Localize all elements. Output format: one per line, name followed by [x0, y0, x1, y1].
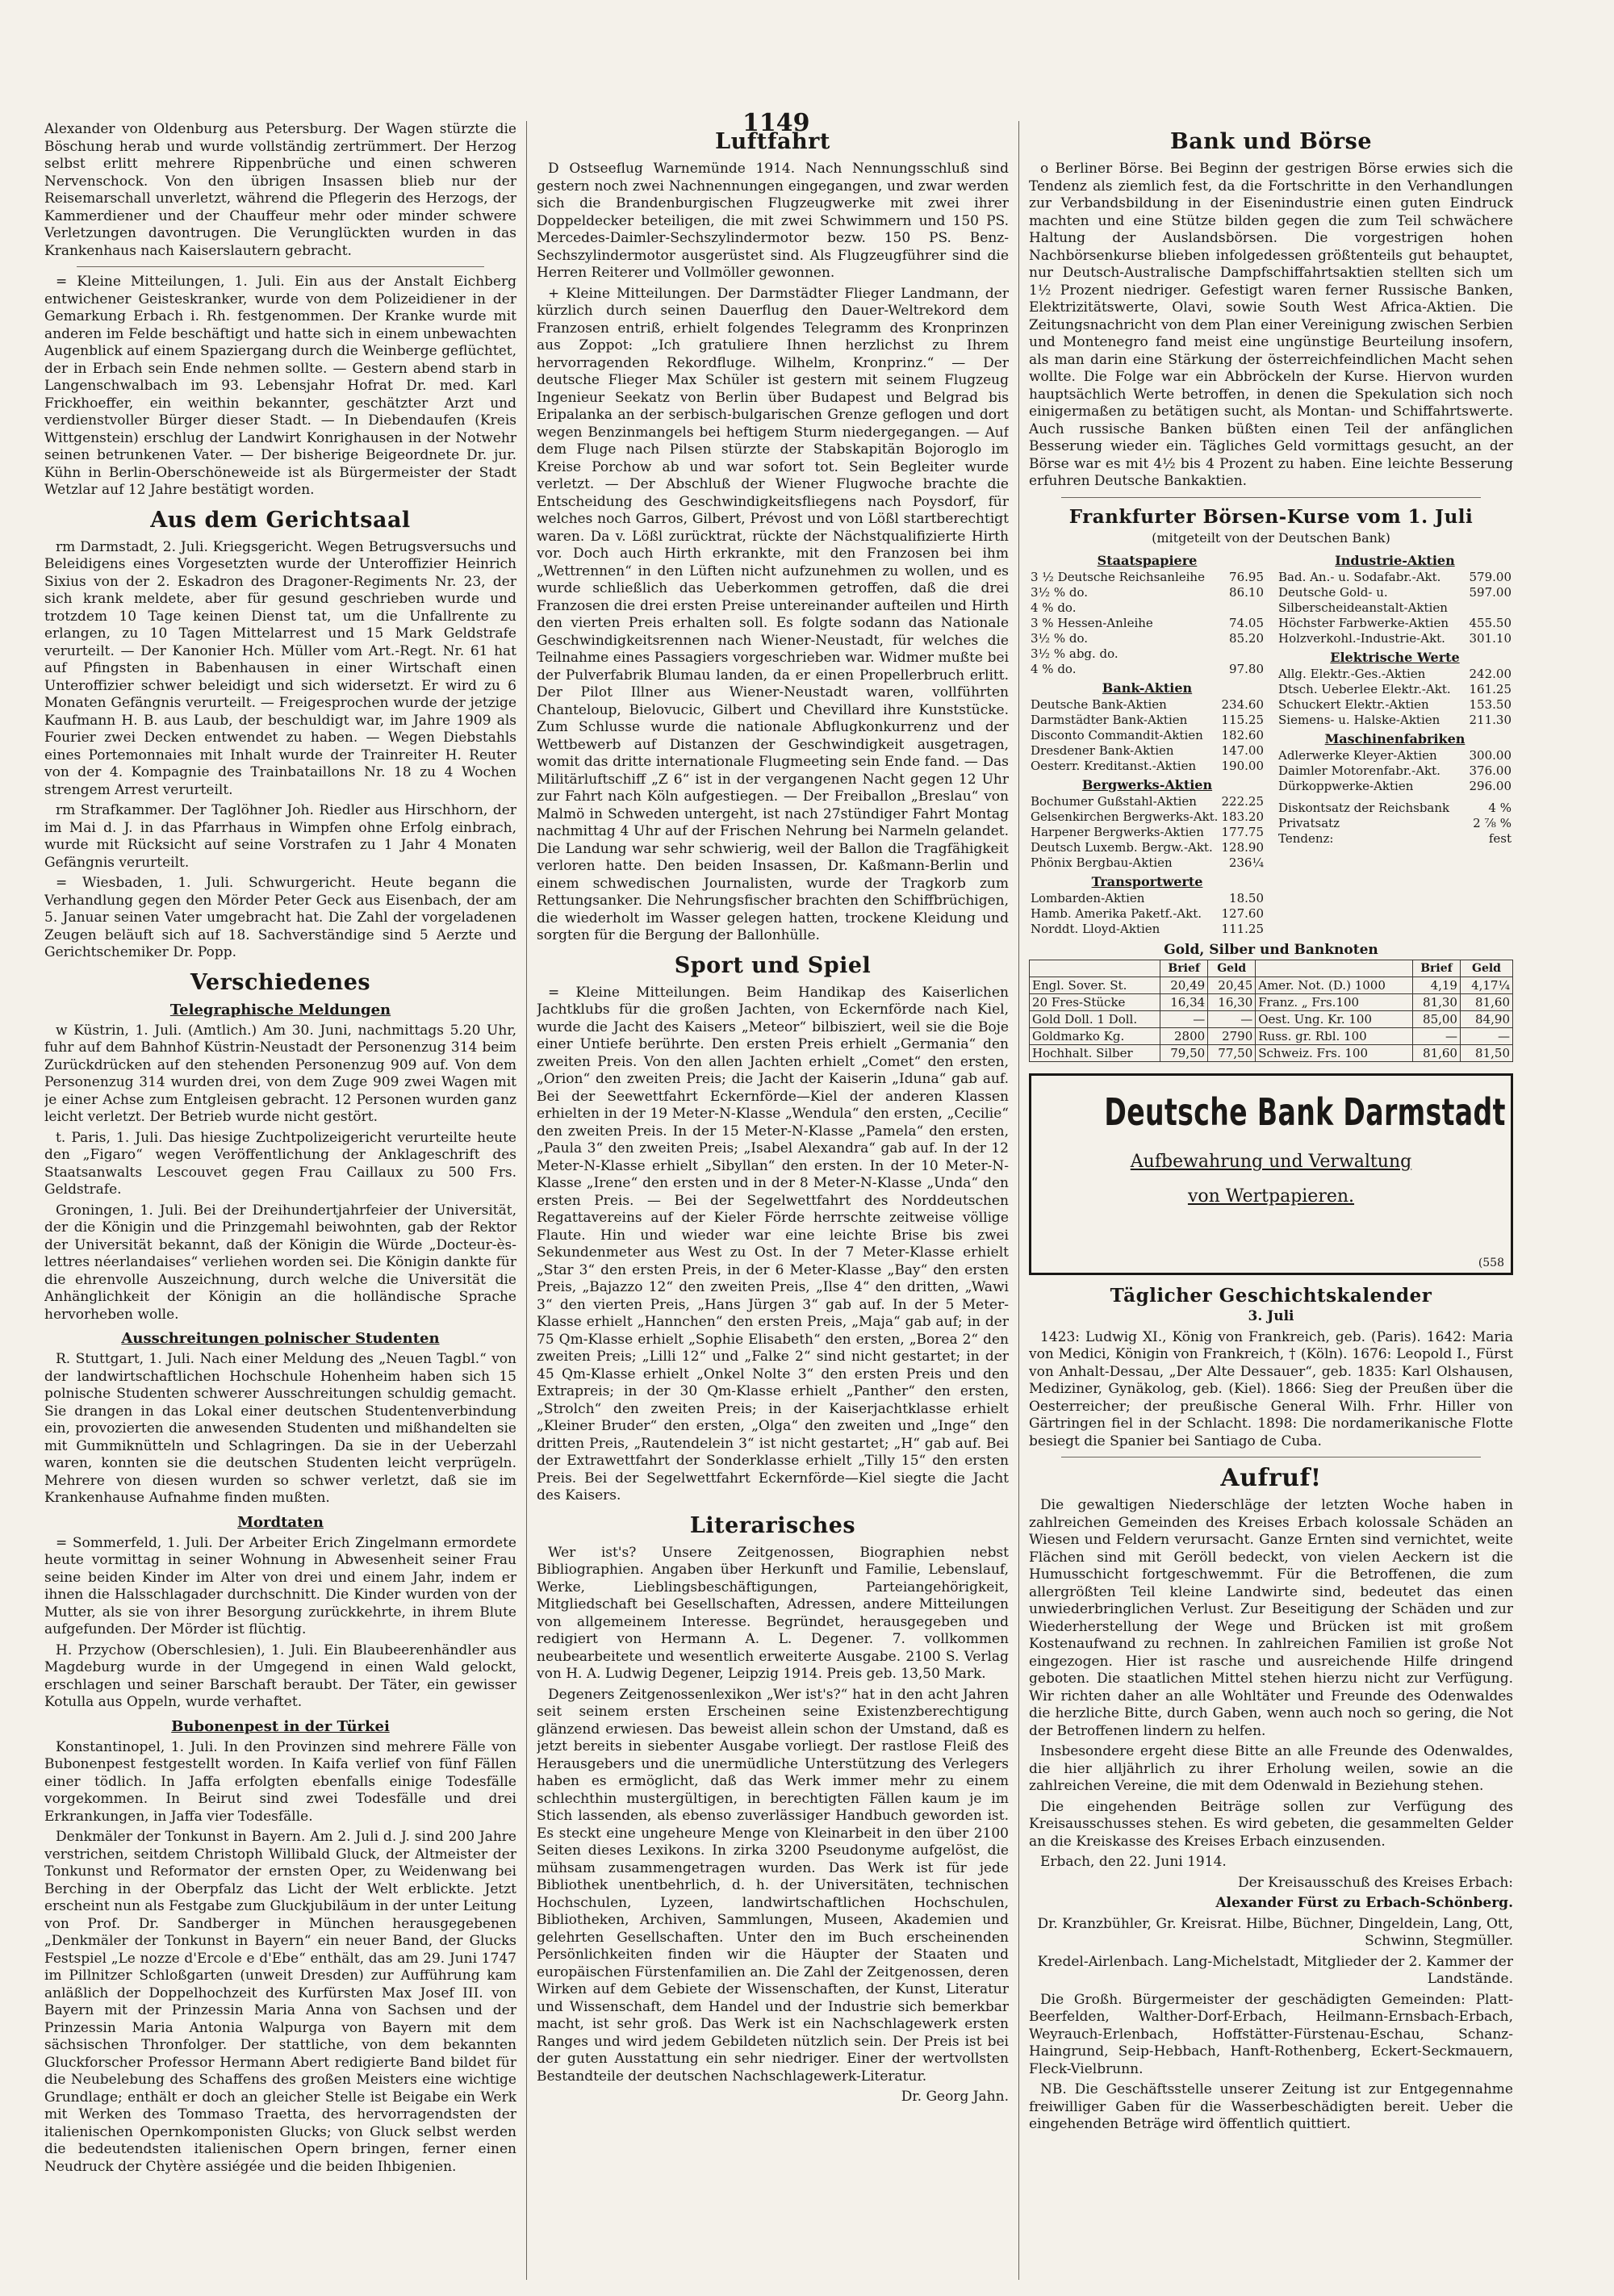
grid-cell: Schweiz. Frs. 100 [1256, 1045, 1413, 1062]
quote-row [1029, 906, 1265, 922]
table-heading: Bank-Aktien [1102, 680, 1193, 696]
section-heading-bank: Bank und Börse [1169, 129, 1373, 154]
grid-header: Brief [1160, 960, 1208, 977]
quote-row [1029, 794, 1265, 809]
quote-row [1029, 662, 1265, 677]
article-degener-review: Degeners Zeitgenossenlexikon „Wer ist's?“ hat in den acht Jahren seit seinem ersten Erscheinen seine Existenzberechtigung glänzend erwiesen. Das beweist allein schon der Umstand, daß es jetzt bereits in siebenter Ausgabe vorliegt. Der rastlose Fleiß des Herausgebers und die unermüdliche Unterstützung des Verlegers haben es ermöglicht, daß das Werk immer mehr zu einem schlechthin mustergültigen, in berechtigten Fällen kaum je im Stich lassenden, als ebenso zuverlässiger Handbuch geworden ist. Es steckt eine ungeheure Menge von Kleinarbeit in den über 2100 Seiten dieses Lexikons. In zirka 3200 Pseudonyme aufgelöst, die mühsam zusammengetragen wurden. Das Werk ist für jede Bibliothek unentbehrlich, d. h. der Universitäten, technischen Hochschulen, Lyzeen, landwirtschaftlichen Hochschulen, Bibliotheken, Archiven, Sammlungen, Museen, Akademien und gelehrten Gesellschaften. Unter den im Buch erscheinenden Persönlichkeiten finden wir die Häupter der Staaten und europäischen Fürstenfamilien an. Die Zahl der Zeitgenossen, deren Wirken auf dem Gebiete der Wissenschaften, der Kunst, Literatur und Wissenschaft, dem Handel und der Industrie sich bemerkbar macht, ist sehr groß. Das Werk ist ein Nachschlagewerk ersten Ranges und wird jedem Gebildeten nützlich sein. Der Preis ist bei der guten Ausstattung ein sehr niedriger. Einer der wertvollsten Bestandteile der deutschen Nachschlagewerk-Literatur. [537, 1686, 1009, 2085]
quote-name: Bochumer Gußstahl-Aktien [1031, 794, 1197, 809]
kurse-heading: Frankfurter Börsen-Kurse vom 1. Juli [1068, 505, 1474, 528]
section-heading-sport: Sport und Spiel [674, 952, 872, 978]
quote-value: 18.50 [1229, 891, 1264, 905]
quote-name: Dresdener Bank-Aktien [1031, 743, 1174, 758]
grid-cell: 81,50 [1460, 1045, 1512, 1062]
kurse-subheading: (mitgeteilt von der Deutschen Bank) [1152, 529, 1390, 546]
quote-value: 115.25 [1221, 713, 1264, 727]
grid-cell: — [1412, 1028, 1460, 1045]
grid-row [1030, 977, 1513, 994]
quote-name: Disconto Commandit-Aktien [1031, 728, 1203, 742]
rows-misc [1277, 801, 1513, 847]
quote-row [1029, 713, 1265, 728]
column-left [44, 121, 516, 2296]
grid-cell: Goldmarko Kg. [1030, 1028, 1160, 1045]
quote-name: Oesterr. Kreditanst.-Aktien [1031, 759, 1197, 773]
grid-cell: 81,60 [1460, 994, 1512, 1011]
quote-name: 3 % Hessen-Anleihe [1031, 616, 1153, 630]
kurse-tables [1029, 550, 1513, 937]
table-heading: Bergwerks-Aktien [1081, 777, 1213, 793]
rows-berg [1029, 794, 1265, 871]
grid-cell: 77,50 [1208, 1045, 1256, 1062]
quote-row [1029, 646, 1265, 662]
quote-row [1029, 922, 1265, 937]
quote-name: Adlerwerke Kleyer-Aktien [1278, 748, 1437, 763]
quote-row [1029, 631, 1265, 646]
quote-value: 97.80 [1229, 662, 1264, 676]
aufruf-signature-2: Alexander Fürst zu Erbach-Schönberg. [1215, 1895, 1513, 1911]
rows-masch [1277, 748, 1513, 794]
quote-name: Privatsatz [1278, 816, 1340, 830]
quote-row [1029, 759, 1265, 774]
grid-cell: 4,17¼ [1460, 977, 1512, 994]
grid-cell: 2790 [1208, 1028, 1256, 1045]
quote-value: 4 % [1488, 801, 1512, 815]
rows-bank [1029, 697, 1265, 774]
quote-row [1029, 743, 1265, 759]
grid-cell: — [1160, 1011, 1208, 1028]
quote-name: Deutsche Bank-Aktien [1031, 697, 1167, 712]
quote-name: Daimler Motorenfabr.-Akt. [1278, 763, 1440, 778]
article-strafkammer: rm Strafkammer. Der Taglöhner Joh. Riedler aus Hirschhorn, der im Mai d. J. in das Pfarrhaus in Wimpfen ohne Erfolg einbrach, wurde mit Rücksicht auf seine Vorstrafen zu 1 Jahr 4 Monaten Gefängnis verurteilt. [44, 802, 516, 871]
quote-value: 597.00 [1469, 585, 1512, 600]
quote-row [1277, 631, 1513, 646]
quote-name: 4 % do. [1031, 662, 1077, 676]
grid-cell: — [1208, 1011, 1256, 1028]
quote-name: Höchster Farbwerke-Aktien [1278, 616, 1449, 630]
table-staatspapiere [1029, 550, 1265, 677]
quote-row [1277, 763, 1513, 779]
article-sport-kleine: = Kleine Mitteilungen. Beim Handikap des Kaiserlichen Jachtklubs für die großen Jachten, von Eckernförde nach Kiel, wurde die Jacht des Kaisers „Meteor“ bilbisziert, weil sie die Boje einer Untiefe berührte. Den ersten Preis erhielt „Germania“ den zweiten Preis. Von den allen Jachten erhielt „Comet“ den ersten, „Orion“ den zweiten Preis; die Jacht der Kaiserin „Iduna“ gab auf. Bei der Seewettfahrt Eckernförde—Kiel der anderen Klassen erhielten in der 19 Meter-N-Klasse „Wendula“ den ersten, „Cecilie“ den zweiten Preis. In der 15 Meter-N-Klasse „Pamela“ den ersten, „Paula 3“ den zweiten Preis; „Isabel Alexandra“ gab auf. In der 12 Meter-N-Klasse erhielt „Sibyllan“ den ersten. In der 10 Meter-N-Klasse „Irene“ den ersten und in der 8 Meter-N-Klasse „Unda“ den ersten Preis. — Bei der Segelwettfahrt des Norddeutschen Regattavereins auf der Kieler Förde herrschte zeitweise völlige Flaute. Hin und wieder war eine leichte Brise bis zwei Sekundenmeter aus West zu Ost. In der 7 Meter-Klasse erhielt „Star 3“ den ersten Preis, in der 6 Meter-Klasse „Bay“ den ersten Preis, „Bajazzo 12“ den zweiten Preis, „Ilse 4“ den dritten, „Wawi 3“ den vierten Preis, „Hans Jürgen 3“ gab auf. In der 5 Meter-Klasse erhielt „Hannchen“ den ersten Preis, „Maja“ gab auf; in der 75 Qm-Klasse erhielt „Sophie Elisabeth“ den ersten, „Borea 2“ den zweiten Preis; „Lilli 12“ und „Falke 2“ sind nicht gestartet; in der 45 Qm-Klasse erhielt „Onkel Nolte 3“ den ersten Preis und den Extrapreis; in der 30 Qm-Klasse erhielt „Panther“ den ersten, „Strolch“ den zweiten Preis; in der Kaiserjachtklasse erhielt „Kleiner Bruder“ den ersten, „Olga“ den zweiten und „Inge“ den dritten Preis, „Rautendelein 3“ ist nicht gestartet; „H“ gab auf. Bei der Extrawettfahrt der Sonderklasse erhielt „Tilly 15“ den ersten Preis. Bei der Segelwettfahrt Eckernförde—Kiel siegte die Jacht des Kaisers. [537, 984, 1009, 1503]
quote-row [1277, 682, 1513, 697]
grid-cell: 84,90 [1460, 1011, 1512, 1028]
section-heading-kalender: Täglicher Geschichtskalender [1110, 1285, 1432, 1307]
separator [1061, 497, 1481, 498]
quote-value: 579.00 [1469, 570, 1512, 584]
table-bankaktien [1029, 677, 1265, 774]
aufruf-text-3: Die eingehenden Beiträge sollen zur Verfügung des Kreisausschusses stehen. Es wird gebeten, die gesammelten Gelder an die Kreiskasse des Kreises Erbach einzusenden. [1029, 1798, 1513, 1850]
aufruf-signature-3: Dr. Kranzbühler, Gr. Kreisrat. Hilbe, Büchner, Dingeldein, Lang, Ott, Schwinn, Stegmüller. [1037, 1915, 1513, 1949]
column-middle [537, 121, 1009, 2296]
quote-row [1029, 585, 1265, 600]
quote-value: 296.00 [1469, 779, 1512, 793]
grid-cell: 20,45 [1208, 977, 1256, 994]
quote-row [1277, 585, 1513, 616]
quote-value: 177.75 [1221, 825, 1264, 839]
grid-cell: 4,19 [1412, 977, 1460, 994]
quote-value: 86.10 [1229, 585, 1264, 600]
grid-cell: 2800 [1160, 1028, 1208, 1045]
quote-row [1277, 667, 1513, 682]
quote-name: Dürkoppwerke-Aktien [1278, 779, 1414, 793]
aufruf-text-2: Insbesondere ergeht diese Bitte an alle Freunde des Odenwaldes, die hier alljährlich zu ihrer Erholung weilen, sowie an die zahlreichen Vereine, die mit dem Odenwald in Beziehung stehen. [1029, 1743, 1513, 1794]
quote-name: Deutsch Luxemb. Bergw.-Akt. [1031, 840, 1213, 855]
quote-value: 147.00 [1221, 743, 1264, 758]
quote-value: 183.20 [1221, 809, 1264, 824]
table-maschinen [1277, 728, 1513, 794]
grid-cell: Russ. gr. Rbl. 100 [1256, 1028, 1413, 1045]
grid-cell: Gold Doll. 1 Doll. [1030, 1011, 1160, 1028]
quote-value [1223, 600, 1265, 616]
article-kuestrin: w Küstrin, 1. Juli. (Amtlich.) Am 30. Juni, nachmittags 5.20 Uhr, fuhr auf dem Bahnhof Küstrin-Neustadt der Personenzug 314 beim Zurückdrücken auf den stehenden Personenzug 909 auf. Von dem Personenzug 314 wurden drei, von dem Zuge 909 zwei Wagen mit je einer Achse zum Entgleisen gebracht. 12 Personen wurden ganz leicht verletzt. Der Betrieb wurde nicht gestört. [44, 1022, 516, 1125]
table-diskont [1277, 801, 1513, 847]
quote-row [1029, 616, 1265, 631]
quote-value: 455.50 [1469, 616, 1512, 630]
quote-value: 111.25 [1221, 922, 1264, 936]
grid-row [1030, 1028, 1513, 1045]
article-kriegsgericht: rm Darmstadt, 2. Juli. Kriegsgericht. Wegen Betrugsversuchs und Beleidigens eines Vorgesetzten wurde der Unteroffizier Heinrich Sixius von der 2. Eskadron des Dragoner-Regiments Nr. 23, der sich krank meldete, aber für gesund geschrieben wurde und trotzdem 10 Tage keinen Dienst tat, um die Unfallrente zu erlangen, zu 10 Tagen Mittelarrest und 15 Mark Geldstrafe verurteilt. — Der Kanonier Hch. Müller vom Art.-Regt. Nr. 61 hat auf Pfingsten in Babenhausen in einer Wirtschaft einen Unteroffizier schwer beleidigt und sich widersetzt. Er wird zu 6 Monaten Gefängnis verurteilt. — Freigesprochen wurde der jetzige Kaufmann H. B. aus Laub, der beschuldigt war, im Jahre 1909 als Fourier zwei Decken entwendet zu haben. — Wegen Diebstahls eines Portemonnaies mit Inhalt wurde der Trainreiter H. Reuter von der 4. Kompagnie des Trainbataillons Nr. 18 zu 4 Wochen strengem Arrest verurteilt. [44, 538, 516, 798]
quote-name: Phönix Bergbau-Aktien [1031, 855, 1173, 870]
column-rule-left [526, 121, 527, 2280]
quote-value: 222.25 [1221, 794, 1264, 809]
rows-trans [1029, 891, 1265, 937]
quote-value: 2 ⅞ % [1473, 816, 1512, 830]
quote-row [1277, 748, 1513, 763]
table-heading: Maschinenfabriken [1324, 731, 1466, 747]
grid-header [1030, 960, 1160, 977]
quote-name: Harpener Bergwerks-Aktien [1031, 825, 1204, 839]
quote-name: 3½ % do. [1031, 631, 1089, 646]
subheading-ausschreitungen: Ausschreitungen polnischer Studenten [121, 1330, 440, 1347]
quote-name: Siemens- u. Halske-Aktien [1278, 713, 1440, 727]
quote-row [1029, 809, 1265, 825]
grid-cell: Franz. „ Frs.100 [1256, 994, 1413, 1011]
kurse-left [1029, 550, 1265, 937]
quote-value: fest [1488, 831, 1512, 846]
table-heading: Transportwerte [1091, 874, 1203, 889]
quote-value: 85.20 [1229, 631, 1264, 646]
aufruf-note: NB. Die Geschäftsstelle unserer Zeitung ist zur Entgegennahme freiwilliger Gaben für die Wasserbeschädigten bereit. Ueber die eingehenden Beträge wird öffentlich quittiert. [1029, 2081, 1513, 2132]
quote-value: 153.50 [1469, 697, 1512, 712]
subheading-mordtaten: Mordtaten [237, 1513, 324, 1531]
quote-name: 3½ % abg. do. [1031, 646, 1119, 661]
quote-value: 182.60 [1221, 728, 1264, 742]
article-przychow: H. Przychow (Oberschlesien), 1. Juli. Ein Blaubeerenhändler aus Magdeburg wurde in der Umgegend in einen Wald gelockt, erschlagen und seiner Barschaft beraubt. Der Täter, ein gewisser Kotulla aus Oppeln, wurde verhaftet. [44, 1641, 516, 1710]
quote-value [1223, 646, 1265, 662]
quote-name: Hamb. Amerika Paketf.-Akt. [1031, 906, 1202, 921]
aufruf-date: Erbach, den 22. Juni 1914. [1040, 1854, 1227, 1870]
grid-row [1030, 1011, 1513, 1028]
grid-cell: Hochhalt. Silber [1030, 1045, 1160, 1062]
quote-row [1029, 600, 1265, 616]
quote-value: 128.90 [1221, 840, 1264, 855]
quote-name: Bad. An.- u. Sodafabr.-Akt. [1278, 570, 1441, 584]
subheading-telegraphische: Telegraphische Meldungen [169, 1001, 391, 1018]
quote-name: Norddt. Lloyd-Aktien [1031, 922, 1160, 936]
quote-name: Holzverkohl.-Industrie-Akt. [1278, 631, 1445, 646]
kalender-text: 1423: Ludwig XI., König von Frankreich, geb. (Paris). 1642: Maria von Medici, Königin von Frankreich, † (Köln). 1676: Leopold I., Fürst von Anhalt-Dessau, „Der Alte Dessauer“, geb. 1835: Karl Olshausen, Mediziner, Gynäkolog, geb. (Kiel). 1866: Sieg der Preußen über die Oesterreicher; der preußische General Wilh. Frhr. Hiller von Gärtringen fiel in der Schlacht. 1898: Die nordamerikanische Flotte besiegt die Spanier bei Santiago de Cuba. [1029, 1328, 1513, 1449]
quote-name: Gelsenkirchen Bergwerks-Akt. [1031, 809, 1219, 824]
column-rule-right [1018, 121, 1019, 2280]
ad-line-1: Aufbewahrung und Verwaltung [1130, 1152, 1412, 1172]
quote-row [1277, 816, 1513, 831]
article-kleine-mitteilungen: = Kleine Mitteilungen, 1. Juli. Ein aus der Anstalt Eichberg entwichener Geisteskranker, wurde von dem Polizeidiener in der Gemarkung Erbach i. Rh. festgenommen. Der Kranke wurde mit anderen im Felde beschäftigt und hatte sich in einem unbewachten Augenblick auf einem Spaziergang durch die Weinberge geflüchtet, der in Erbach sein Ende nehmen sollte. — Gestern abend starb in Langenschwalbach im 93. Lebensjahr Hofrat Dr. med. Karl Frickhoeffer, ein weithin bekannter, geschätzter Arzt und verdienstvoller Bürger dieser Stadt. — In Diebendaufen (Kreis Wittgenstein) erschlug der Landwirt Konrighausen in der Notwehr seinen betrunkenen Vater. — Der bisherige Beigeordnete Dr. jur. Kühn in Berlin-Oberschöneweide ist als Bürgermeister der Stadt Wetzlar auf 12 Jahre bestätigt worden. [44, 274, 516, 498]
section-heading-literarisches: Literarisches [689, 1512, 856, 1538]
grid-header: Brief [1412, 960, 1460, 977]
section-heading-luftfahrt: Luftfahrt [715, 129, 830, 154]
grid-cell: 81,30 [1412, 994, 1460, 1011]
table-bergwerke [1029, 774, 1265, 871]
quote-row [1029, 570, 1265, 585]
quote-name: Darmstädter Bank-Aktien [1031, 713, 1188, 727]
quote-value: 376.00 [1469, 763, 1512, 778]
article-wer-ists: Wer ist's? Unsere Zeitgenossen, Biographien nebst Bibliographien. Angaben über Herkunft und Familie, Lebenslauf, Werke, Lieblingsbeschäftigungen, Parteiangehörigkeit, Mitgliedschaft bei Gesellschaften, Adressen, andere Mitteilungen von allgemeinem Interesse. Begründet, herausgegeben und redigiert von Hermann A. L. Degener. 7. vollkommen neubearbeitete und wesentlich erweiterte Ausgabe. 2100 S. Verlag von H. A. Ludwig Degener, Leipzig 1914. Preis geb. 13,50 Mark. [537, 1544, 1009, 1682]
quote-name: Schuckert Elektr.-Aktien [1278, 697, 1429, 712]
grid-cell: Engl. Sover. St. [1030, 977, 1160, 994]
table-industrie [1277, 550, 1513, 646]
article-stuttgart: R. Stuttgart, 1. Juli. Nach einer Meldung des „Neuen Tagbl.“ von der landwirtschaftlichen Hochschule Hohenheim haben sich 15 polnische Studenten schwerer Ausschreitungen schuldig gemacht. Sie drangen in das Lokal einer deutschen Studentenverbindung ein, provozierten die anwesenden Studenten und mißhandelten sie mit Gummiknütteln und Schlagringen. Da sie in der Ueberzahl waren, konnten sie die deutschen Studenten leicht verprügeln. Mehrere von diesen wurden so schwer verletzt, daß sie im Krankenhause Aufnahme finden mußten. [44, 1351, 516, 1506]
table-gold-silber [1029, 960, 1513, 1062]
article-gluck: Denkmäler der Tonkunst in Bayern. Am 2. Juli d. J. sind 200 Jahre verstrichen, seitdem Christoph Willibald Gluck, der Altmeister der Tonkunst und Reformator der ernsten Oper, zu Weidenwang bei Berching in der Oberpfalz das Licht der Welt erblickte. Jetzt erscheint nun als Festgabe zum Gluckjubiläum in der unter Leitung von Prof. Dr. Sandberger in München herausgegebenen „Denkmäler der Tonkunst in Bayern“ ein neuer Band, der Glucks Festspiel „Le nozze d'Ercole e d'Ebe“ enthält, das am 29. Juni 1747 im Pillnitzer Schloßgarten (unweit Dresden) zur Aufführung kam anläßlich der Doppelhochzeit des Kurfürsten Max Josef III. von Bayern mit der Prinzessin Maria Anna von Sachsen und der Prinzessin Maria Antonia Walpurga von Bayern mit dem sächsischen Thronfolger. Der stattliche, von dem bekannten Gluckforscher Professor Hermann Abert redigierte Band bildet für die Neubelebung des Schaffens des großen Meisters eine wichtige Grundlage; enthält er doch an gleicher Stelle ist Beigabe ein Werk mit Werken des Tommaso Traetta, des hervorragendsten der italienischen Opernkomponisten Glucks; von Gluck selbst werden die bedeutendsten italienischen Opern bringen, ferner einen Neudruck der Chytère assiégée und die beiden Ihbigenien. [44, 1829, 516, 2175]
table-transport [1029, 871, 1265, 937]
quote-row [1277, 570, 1513, 585]
kalender-date: 3. Juli [1248, 1308, 1294, 1324]
quote-name: Diskontsatz der Reichsbank [1278, 801, 1450, 815]
gold-rows [1030, 977, 1513, 1062]
grid-header: Geld [1208, 960, 1256, 977]
article-accident-end: Alexander von Oldenburg aus Petersburg. Der Wagen stürzte die Böschung herab und wurde vollständig zertrümmert. Der Herzog selbst erlitt mehrere Rippenbrüche und einen schweren Nervenschock. Von den übrigen Insassen blieb nur der Reisemarschall unverletzt, während die Pflegerin des Herzogs, der Kammerdiener und der Chauffeur mehr oder minder schwere Verletzungen davontrugen. Die Verunglückten wurden in das Krankenhaus nach Kaiserslautern gebracht. [44, 121, 516, 259]
quote-row [1277, 616, 1513, 631]
quote-row [1029, 855, 1265, 871]
section-heading-verschiedenes: Verschiedenes [190, 969, 371, 995]
grid-cell: Amer. Not. (D.) 1000 [1256, 977, 1413, 994]
review-signature: Dr. Georg Jahn. [901, 2089, 1009, 2105]
grid-header [1256, 960, 1413, 977]
separator [77, 266, 484, 267]
quote-row [1277, 697, 1513, 713]
gold-head-row [1030, 960, 1513, 977]
ad-code: (558 [1478, 1257, 1504, 1269]
quote-row [1029, 840, 1265, 855]
aufruf-text-1: Die gewaltigen Niederschläge der letzten Woche haben in zahlreichen Gemeinden des Kreises Erbach kolossale Schäden an Wiesen und Feldern verursacht. Ganze Ernten sind vernichtet, weite Flächen sind mit Geröll bedeckt, von vielen Aeckern ist die Humusschicht fortgeschwemmt. Für die Betroffenen, die zum allergrößten Teil kleine Landwirte sind, bedeutet das einen unwiederbringlichen Verlust. Zur Beseitigung der Schäden und zur Wiederherstellung der Wege und Brücken ist mit großem Kostenaufwand zu rechnen. In zahlreichen Familien ist große Not eingezogen. Hier ist rasche und ausreichende Hilfe dringend geboten. Die staatlichen Mittel stehen hierzu nicht zur Verfügung. Wir richten daher an alle Wohltäter und Freunde des Odenwaldes die herzliche Bitte, durch Gaben, wenn auch noch so gering, die Not der Betroffenen lindern zu helfen. [1029, 1497, 1513, 1739]
grid-row [1030, 1045, 1513, 1062]
quote-row [1029, 891, 1265, 906]
quote-name: 4 % do. [1031, 600, 1077, 615]
article-schwurgericht: = Wiesbaden, 1. Juli. Schwurgericht. Heute begann die Verhandlung gegen den Mörder Peter Geck aus Eisenbach, der am 5. Januar seinen Vater umgebracht hat. Die Zahl der vorgeladenen Zeugen beläuft sich auf 18. Sachverständige sind 5 Aerzte und Gerichtschemiker Dr. Popp. [44, 875, 516, 960]
kurse-right [1277, 550, 1513, 937]
quote-row [1277, 831, 1513, 847]
ad-title: Deutsche Bank Darmstadt [1104, 1090, 1506, 1134]
quote-value: 76.95 [1229, 570, 1264, 584]
quote-row [1029, 697, 1265, 713]
quote-value: 236¼ [1228, 855, 1264, 870]
table-heading: Elektrische Werte [1330, 650, 1460, 665]
section-heading-gerichtsaal: Aus dem Gerichtsaal [150, 507, 411, 533]
quote-value: 127.60 [1221, 906, 1264, 921]
rows-elek [1277, 667, 1513, 728]
article-luftfahrt-kleine: + Kleine Mitteilungen. Der Darmstädter Flieger Landmann, der kürzlich durch seinen Dauerflug den Dauer-Weltrekord dem Franzosen entriß, erhielt folgendes Telegramm des Kronprinzen aus Zoppot: „Ich gratuliere Ihnen herzlichst zu Ihrem hervorragenden Rekordfluge. Wilhelm, Kronprinz.“ — Der deutsche Flieger Max Schüler ist gestern mit seinem Flugzeug Ingenieur Seekatz von Berlin über Budapest und Belgrad bis Eripalanka an der serbisch-bulgarischen Grenze geflogen und dort wegen Benzinmangels bei heftigem Sturm niedergegangen. — Auf dem Fluge nach Pilsen stürzte der Stabskapitän Bojoroglo im Kreise Porchow ab und war sofort tot. Sein Begleiter wurde verletzt. — Der Abschluß der Wiener Flugwoche brachte die Entscheidung des Geschwindigkeitsfliegens nach Poysdorf, für welches noch Garros, Gilbert, Prévost und von Lößl startberechtigt waren. Da v. Lößl zurücktrat, rückte der Nächstqualifizierte Hirth vor. Doch auch Hirth erkrankte, mit den Franzosen bei ihm „Wettrennen“ in den Lüften nicht aufzunehmen zu wollen, und es wurde schließlich das Ueberkommen getroffen, daß die drei Franzosen die drei ersten Preise untereinander aufteilen und Hirth den vierten Preis erhalten soll. Es folgte sodann das Nationale Geschwindigkeitsrennen nach Wiener-Neustadt, für welches die Teilnahme eines Passagiers vorgeschrieben war. Widmer mußte bei der Pulverfabrik Blumau landen, da er einen Propellerbruch erlitt. Der Pilot Illner aus Wiener-Neustadt waren, vollführten Chanteloup, Bielovucic, Gilbert und Chevillard ihre Kunststücke. Zum Schlusse wurde die nationale Abflugkonkurrenz und der Wettbewerb auf Distanzen der Geschwindigkeit ausgetragen, womit das dritte internationale Flugmeeting sein Ende fand. — Das Militärluftschiff „Z 6“ ist in der vergangenen Nacht gegen 12 Uhr zur Fahrt nach Köln aufgestiegen. — Der Freiballon „Breslau“ von Malmö in Schweden untergeht, ist nach 27stündiger Fahrt Montag nachmittag 4 Uhr auf der Frischen Nehrung bei Narmeln gelandet. Die Landung war sehr schwierig, weil der Ballon die Tragfähigkeit verloren hatte. Den beiden Insassen, Dr. Kaßmann-Berlin und einem schwedischen Journalisten, wurde der Tragkorb zum Rettungsanker. Die Nehrungsfischer brachten den Schiffbrüchigen, die wiederholt im Wasser gelegen hatten, trockene Kleidung und sorgten für die Bergung der Ballonhülle. [537, 285, 1009, 943]
aufruf-signature-4: Kredel-Airlenbach. Lang-Michelstadt, Mitglieder der 2. Kammer der Landstände. [1037, 1953, 1513, 1987]
aufruf-signature-1: Der Kreisausschuß des Kreises Erbach: [1237, 1874, 1513, 1891]
article-konstantinopel: Konstantinopel, 1. Juli. In den Provinzen sind mehrere Fälle von Bubonenpest festgestellt worden. In Kaifa verlief von fünf Fällen einer tödlich. In Jaffa erfolgten ebenfalls einige Todesfälle vorgekommen. In Beirut sind zwei Todesfälle und drei Erkrankungen, in Jaffa vier Todesfälle. [44, 1738, 516, 1825]
grid-cell: 85,00 [1412, 1011, 1460, 1028]
table-heading: Industrie-Aktien [1335, 553, 1455, 568]
grid-cell: — [1460, 1028, 1512, 1045]
grid-cell: 79,50 [1160, 1045, 1208, 1062]
quote-value: 161.25 [1469, 682, 1512, 696]
article-paris: t. Paris, 1. Juli. Das hiesige Zuchtpolizeigericht verurteilte heute den „Figaro“ wegen Veröffentlichung der Anklageschrift des Staatsanwalts Lescouvet gegen Frau Caillaux zu 500 Frs. Geldstrafe. [44, 1129, 516, 1198]
quote-value: 211.30 [1469, 713, 1512, 727]
quote-name: Lombarden-Aktien [1031, 891, 1145, 905]
quote-row [1277, 801, 1513, 816]
grid-cell: 20,49 [1160, 977, 1208, 994]
article-ostseeflug: D Ostseeflug Warnemünde 1914. Nach Nennungsschluß sind gestern noch zwei Nachnennungen eingegangen, und zwar werden sich die Brandenburgischen Flugzeugwerke mit zwei ihrer Doppeldecker beteiligen, die mit zwei Schwimmern und 150 PS. Mercedes-Daimler-Sechszylindermotor bezw. 150 PS. Benz-Sechszylindermotor ausgerüstet sind. Als Flugzeugführer sind die Herren Reiterer und Vollmöller gewonnen. [537, 161, 1009, 281]
quote-value: 190.00 [1221, 759, 1264, 773]
ad-line-2: von Wertpapieren. [1187, 1186, 1355, 1207]
quote-value: 74.05 [1229, 616, 1264, 630]
quote-name: 3 ½ Deutsche Reichsanleihe [1031, 570, 1205, 584]
subheading-bubonenpest: Bubonenpest in der Türkei [171, 1717, 390, 1735]
quote-name: 3½ % do. [1031, 585, 1089, 600]
rows-ind [1277, 570, 1513, 646]
article-berliner-boerse: o Berliner Börse. Bei Beginn der gestrigen Börse erwies sich die Tendenz als ziemlich fest, da die Fortschritte in den Verhandlungen zur Verbandsbildung in der Eisenindustrie einen guten Eindruck machten und eine Stütze bilden gegen die zum Teil schwächere Haltung der Auslandsbörsen. Die vorgestrigen hohen Nachbörsenkurse blieben infolgedessen größtenteils gut behauptet, nur Deutsch-Australische Dampfschiffahrtsaktien stellten sich um 1½ Prozent niedriger. Gefestigt waren ferner Russische Banken, Elektrizitätswerte, Olavi, sowie South West Africa-Aktien. Die Zeitungsnachricht von dem Plan einer Vereinigung zwischen Serbien und Montenegro fand meist eine ungünstige Beurteilung insofern, als man darin eine Stärkung der österreichfeindlichen Macht sehen wollte. Die Folge war ein Abbröckeln der Kurse. Hiervon wurden hauptsächlich Werte betroffen, in denen die Spekulation sich noch einigermaßen zu betätigen sucht, als Montan- und Schiffahrtswerte. Auch russische Banken büßten einen Teil der anfänglichen Besserung wieder ein. Tägliches Geld vormittags gesucht, an der Börse war es mit 4½ bis 4 Prozent zu haben. Eine leichte Besserung erfuhren Deutsche Bankaktien. [1029, 161, 1513, 489]
grid-cell: 16,30 [1208, 994, 1256, 1011]
quote-value: 301.10 [1469, 631, 1512, 646]
quote-value: 234.60 [1221, 697, 1264, 712]
grid-cell: 16,34 [1160, 994, 1208, 1011]
column-right [1029, 121, 1513, 2296]
quote-value: 242.00 [1469, 667, 1512, 681]
gold-heading: Gold, Silber und Banknoten [1164, 942, 1378, 958]
grid-cell: 81,60 [1412, 1045, 1460, 1062]
grid-header: Geld [1460, 960, 1512, 977]
quote-name: Dtsch. Ueberlee Elektr.-Akt. [1278, 682, 1451, 696]
grid-row [1030, 994, 1513, 1011]
quote-row [1029, 825, 1265, 840]
page-number: 1149 [742, 109, 810, 137]
quote-name: Allg. Elektr.-Ges.-Aktien [1278, 667, 1426, 681]
aufruf-mayors: Die Großh. Bürgermeister der geschädigten Gemeinden: Platt-Beerfelden, Walther-Dorf-Erbach, Heilmann-Ernsbach-Erbach, Weyrauch-Erlenbach, Hoffstätter-Fürstenau-Eschau, Schanz-Haingrund, Seip-Hebbach, Hanft-Rothenberg, Eckert-Seckmauern, Fleck-Vielbrunn. [1029, 1991, 1513, 2077]
article-sommerfeld: = Sommerfeld, 1. Juli. Der Arbeiter Erich Zingelmann ermordete heute vormittag in seiner Wohnung in Abwesenheit seiner Frau seine beiden Kinder im Alter von drei und einem Jahr, indem er ihnen die Halsschlagader durchschnitt. Die Kinder wurden von der Mutter, als sie von ihrer Besorgung zurückkehrte, in ihrem Blute aufgefunden. Der Mörder ist flüchtig. [44, 1534, 516, 1637]
quote-value: 300.00 [1469, 748, 1512, 763]
grid-cell: 20 Fres-Stücke [1030, 994, 1160, 1011]
quote-row [1277, 713, 1513, 728]
rows-staats [1029, 570, 1265, 677]
table-heading: Staatspapiere [1097, 553, 1198, 568]
grid-cell: Oest. Ung. Kr. 100 [1256, 1011, 1413, 1028]
table-elektrische [1277, 646, 1513, 728]
quote-row [1029, 728, 1265, 743]
quote-row [1277, 779, 1513, 794]
article-groningen: Groningen, 1. Juli. Bei der Dreihundertjahrfeier der Universität, der die Königin und die Prinzgemahl beiwohnten, gab der Rektor der Universität bekannt, daß der Königin die Würde „Docteur-ès-lettres néerlandaises“ verliehen worden sei. Die Königin dankte für die ehrenvolle Auszeichnung, durch welche die Universität die Anhänglichkeit der Königin an die holländische Sprache hervorheben wolle. [44, 1202, 516, 1323]
section-heading-aufruf: Aufruf! [1220, 1464, 1322, 1492]
quote-name: Tendenz: [1278, 831, 1334, 846]
advertisement-deutsche-bank [1029, 1073, 1513, 1275]
quote-name: Deutsche Gold- u. Silberscheideanstalt-Aktien [1278, 585, 1448, 615]
